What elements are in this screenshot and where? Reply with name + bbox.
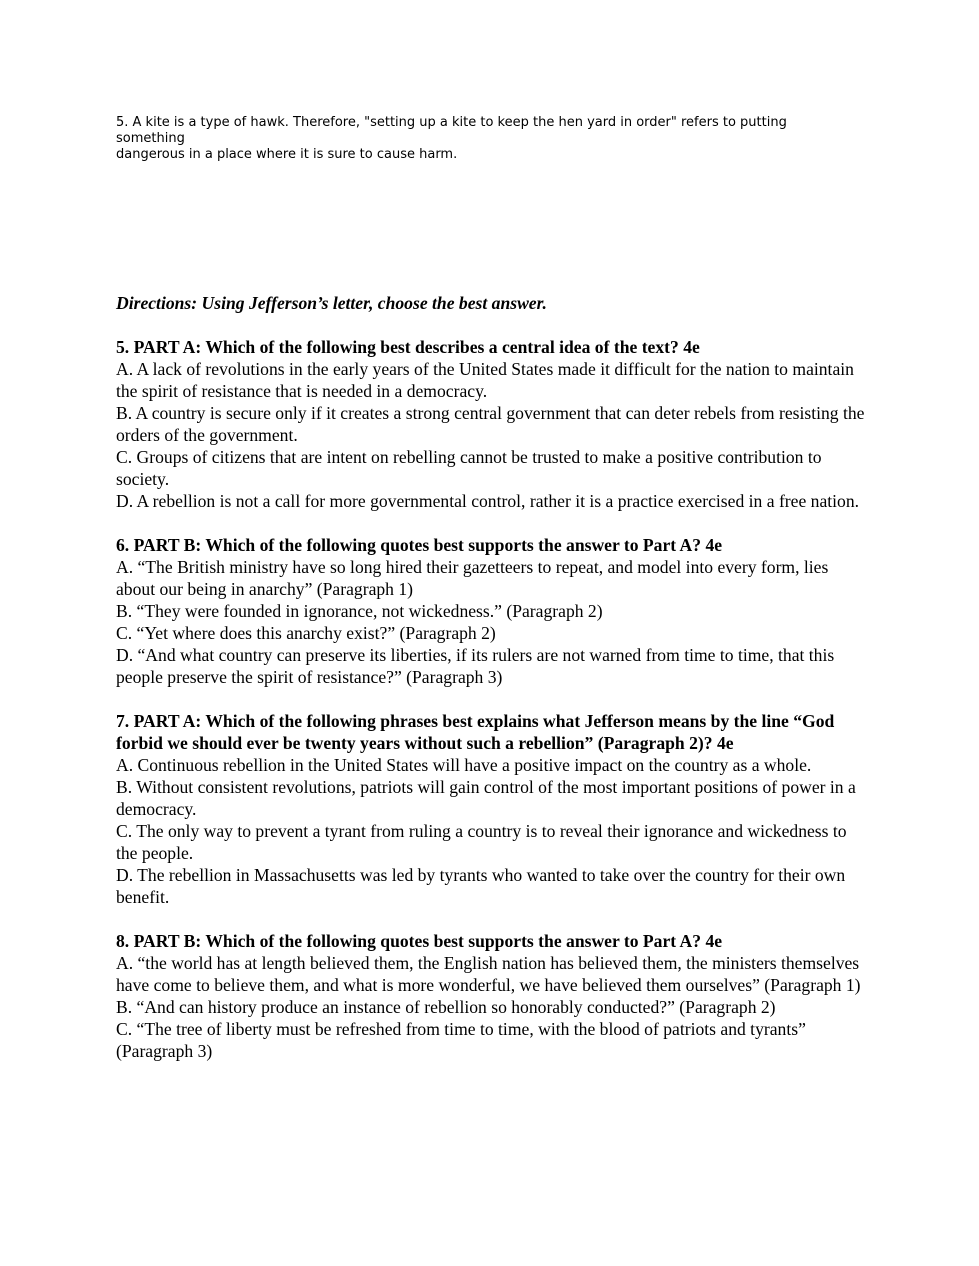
directions: Directions: Using Jefferson’s letter, choose the best answer. <box>116 293 547 313</box>
answer-option-b: B. “They were founded in ignorance, not wickedness.” (Paragraph 2) <box>116 601 603 621</box>
question-stem: 6. PART B: Which of the following quotes best supports the answer to Part A? 4e <box>116 535 723 555</box>
answer-option-a: A. “The British ministry have so long hired their gazetteers to repeat, and model into every form, lies about our being in anarchy” (Paragraph 1) <box>116 557 829 599</box>
answer-option-a: A. A lack of revolutions in the early years of the United States made it difficult for the nation to maintain the spirit of resistance that is needed in a democracy. <box>116 359 854 401</box>
question-8 <box>116 930 866 1062</box>
footnote-line-1: 5. A kite is a type of hawk. Therefore, "setting up a kite to keep the hen yard in order" refers to putting something <box>116 115 787 146</box>
footnote-line-2: dangerous in a place where it is sure to cause harm. <box>116 147 458 162</box>
answer-option-a: A. Continuous rebellion in the United States will have a positive impact on the country as a whole. <box>116 755 812 775</box>
question-stem: 7. PART A: Which of the following phrases best explains what Jefferson means by the line “God forbid we should ever be twenty years without such a rebellion” (Paragraph 2)? 4e <box>116 711 835 753</box>
answer-option-d: D. “And what country can preserve its liberties, if its rulers are not warned from time to time, that this people preserve the spirit of resistance?” (Paragraph 3) <box>116 645 835 687</box>
answer-option-b: B. Without consistent revolutions, patriots will gain control of the most important positions of power in a democracy. <box>116 777 856 819</box>
answer-option-c: C. The only way to prevent a tyrant from ruling a country is to reveal their ignorance and wickedness to the people. <box>116 821 847 863</box>
answer-option-c: C. “Yet where does this anarchy exist?” (Paragraph 2) <box>116 623 496 643</box>
answer-option-d: D. The rebellion in Massachusetts was led by tyrants who wanted to take over the country for their own benefit. <box>116 865 846 907</box>
question-7 <box>116 710 866 908</box>
answer-option-d: D. A rebellion is not a call for more governmental control, rather it is a practice exercised in a free nation. <box>116 491 860 511</box>
answer-option-a: A. “the world has at length believed them, the English nation has believed them, the ministers themselves have come to believe them, and what is more wonderful, we have believed them ourselves” (Paragraph 1) <box>116 953 861 995</box>
question-6 <box>116 534 866 688</box>
question-stem: 5. PART A: Which of the following best describes a central idea of the text? 4e <box>116 337 700 357</box>
answer-option-c: C. “The tree of liberty must be refreshed from time to time, with the blood of patriots and tyrants” (Paragraph 3) <box>116 1019 806 1061</box>
question-section <box>116 292 866 1084</box>
question-stem: 8. PART B: Which of the following quotes best supports the answer to Part A? 4e <box>116 931 723 951</box>
footnote <box>116 115 846 163</box>
answer-option-b: B. “And can history produce an instance of rebellion so honorably conducted?” (Paragraph 2) <box>116 997 776 1017</box>
answer-option-c: C. Groups of citizens that are intent on rebelling cannot be trusted to make a positive contribution to society. <box>116 447 822 489</box>
question-5 <box>116 336 866 512</box>
answer-option-b: B. A country is secure only if it creates a strong central government that can deter rebels from resisting the orders of the government. <box>116 403 865 445</box>
